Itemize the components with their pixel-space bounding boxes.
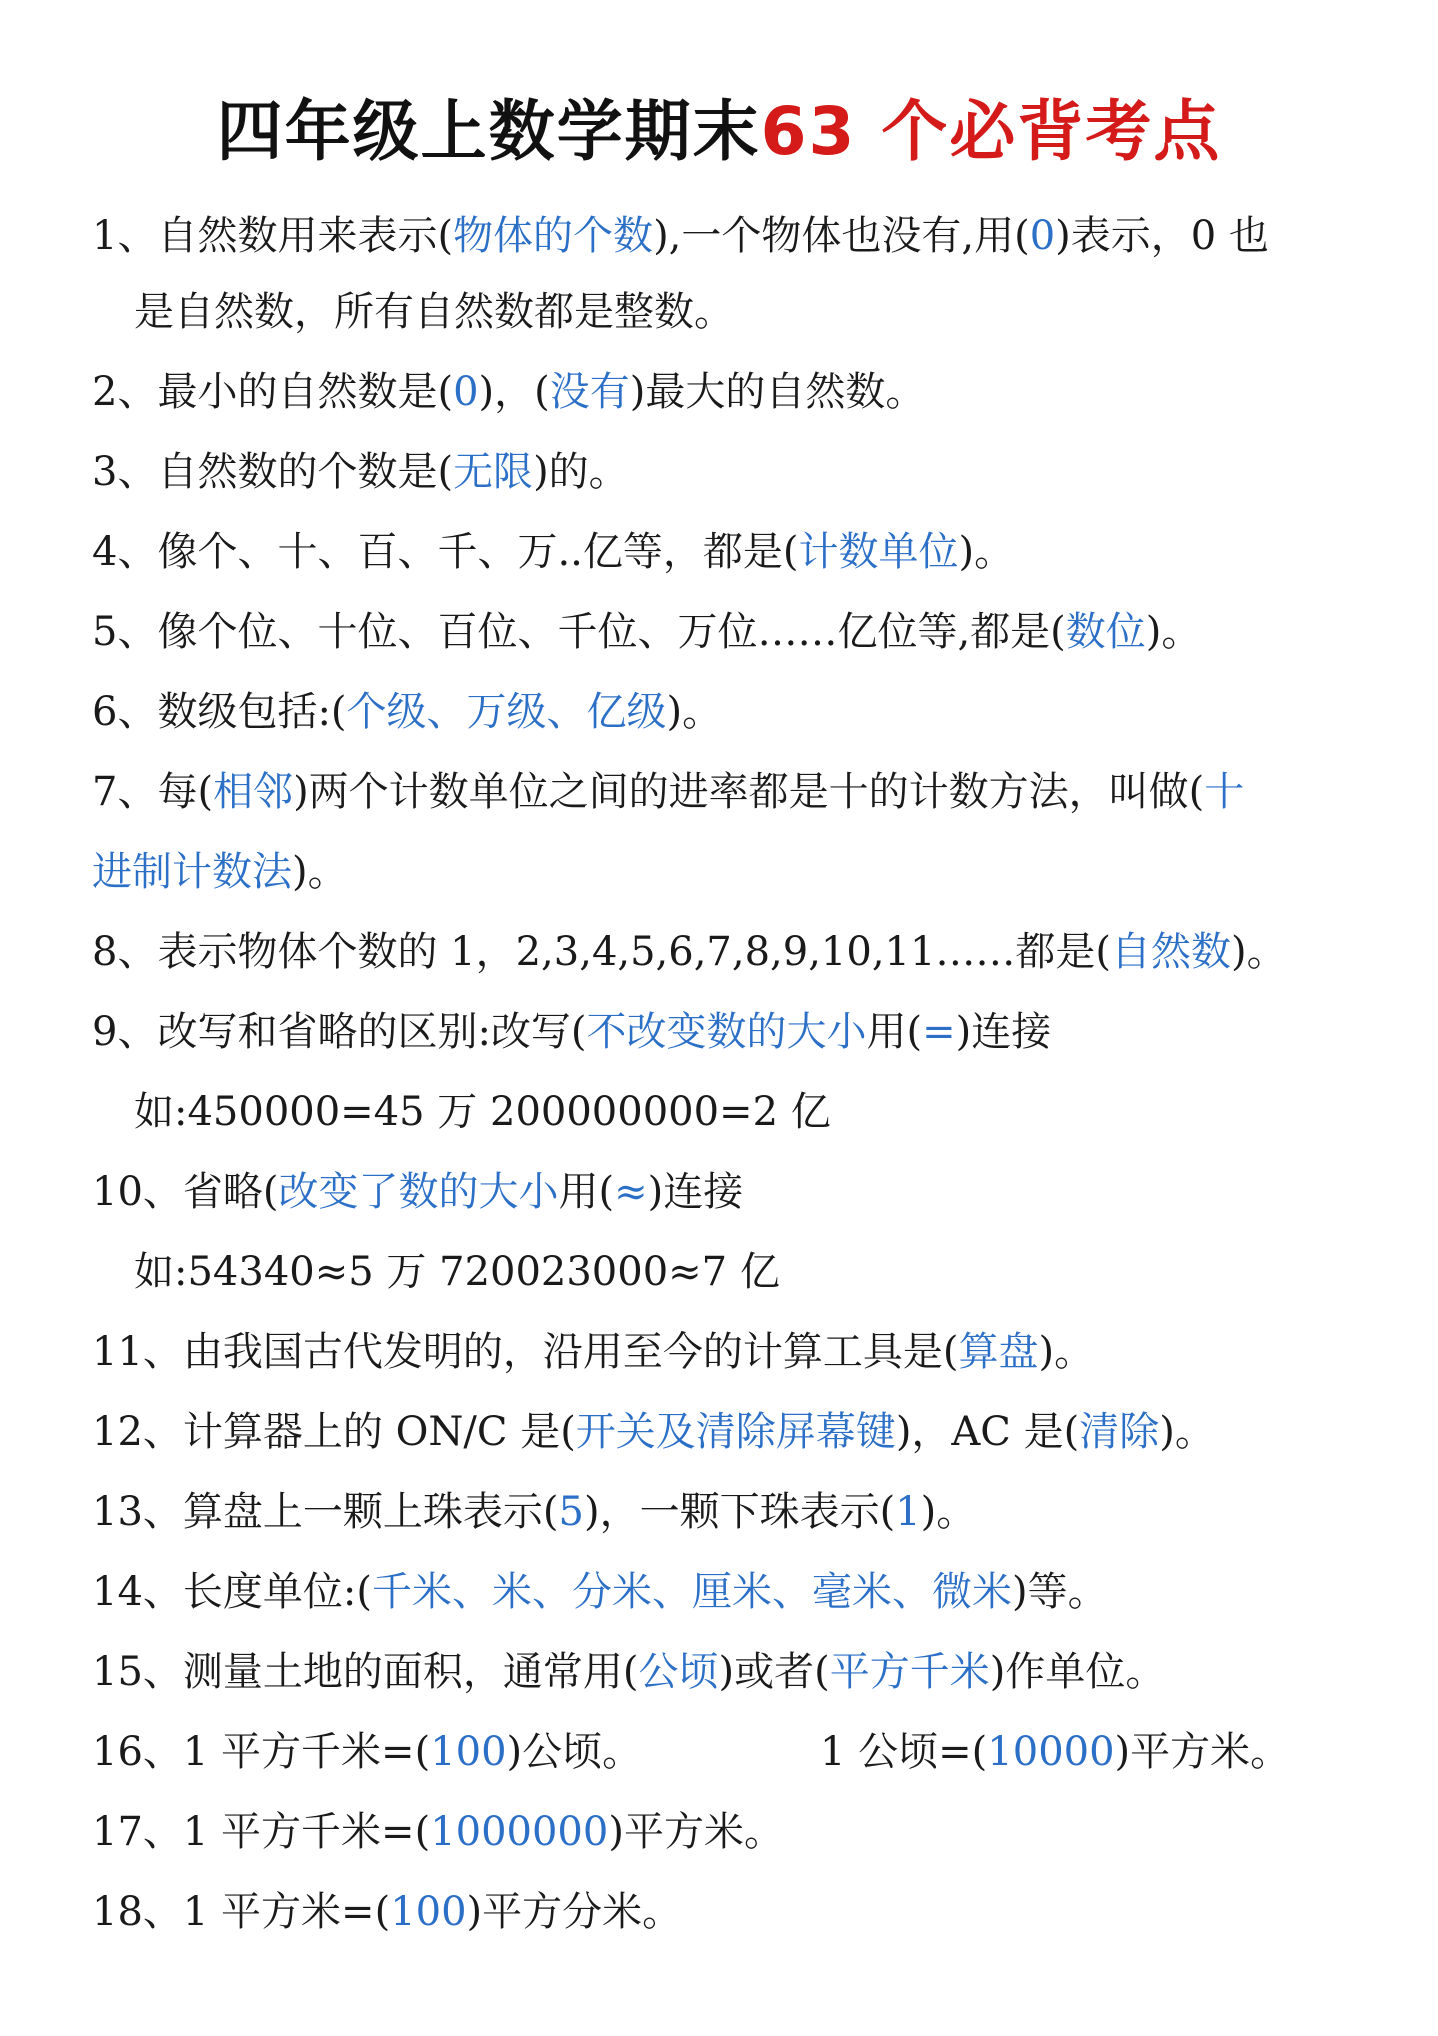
answer-text: 物体的个数 xyxy=(453,213,654,259)
question-text: 如:54340≈5 万 720023000≈7 亿 xyxy=(134,1249,780,1295)
title-part-main: 四年级上数学期末 xyxy=(216,93,761,170)
question-text: 如:450000=45 万 200000000=2 亿 xyxy=(134,1089,831,1135)
answer-text: ≈ xyxy=(614,1169,648,1215)
item-10-line-1 xyxy=(92,1164,743,1220)
item-8-line-1 xyxy=(92,924,1287,980)
question-text: 1、自然数用来表示( xyxy=(92,213,454,259)
item-17-line-1 xyxy=(92,1804,784,1860)
item-12-line-1 xyxy=(92,1404,1215,1460)
question-text: )等。 xyxy=(1011,1569,1108,1615)
title-part-highlight: 63 个必背考点 xyxy=(760,93,1222,170)
answer-text: 不改变数的大小 xyxy=(586,1009,867,1055)
answer-text: 100 xyxy=(390,1889,467,1935)
question-text: 14、长度单位:( xyxy=(92,1569,372,1615)
answer-text: 5 xyxy=(558,1489,584,1535)
item-3-line-1 xyxy=(92,444,629,500)
question-text: )公顷。 xyxy=(506,1729,643,1775)
question-text: )，AC 是( xyxy=(895,1409,1080,1455)
answer-text: 自然数 xyxy=(1111,929,1232,975)
item-7-line-1 xyxy=(92,764,1244,820)
item-2-line-1 xyxy=(92,364,925,420)
answer-text: 进制计数法 xyxy=(92,849,292,895)
answer-text: 平方千米 xyxy=(829,1649,990,1695)
item-16-line-1 xyxy=(92,1724,642,1780)
question-text: )平方分米。 xyxy=(466,1889,683,1935)
answer-text: 10000 xyxy=(987,1729,1115,1775)
question-text: 5、像个位、十位、百位、千位、万位……亿位等,都是( xyxy=(92,609,1066,655)
question-text: )连接 xyxy=(955,1009,1052,1055)
answer-text: 个级、万级、亿级 xyxy=(346,689,667,735)
question-text: 4、像个、十、百、千、万..亿等，都是( xyxy=(92,529,799,575)
item-6-line-1 xyxy=(92,684,722,740)
question-text: ),一个物体也没有,用( xyxy=(653,213,1030,259)
question-text: )。 xyxy=(1038,1329,1095,1375)
question-text: )两个计数单位之间的进率都是十的计数方法，叫做( xyxy=(293,769,1205,815)
answer-text: 数位 xyxy=(1065,609,1146,655)
answer-text: 0 xyxy=(1029,213,1056,259)
question-text: )作单位。 xyxy=(989,1649,1166,1695)
item-1-line-2 xyxy=(134,284,734,340)
question-text: 用( xyxy=(866,1009,923,1055)
answer-text: 公顷 xyxy=(638,1649,719,1695)
question-text: 12、计算器上的 ON/C 是( xyxy=(92,1409,576,1455)
answer-text: 开关及清除屏幕键 xyxy=(575,1409,896,1455)
item-13-line-1 xyxy=(92,1484,976,1540)
question-text: )表示，0 也 xyxy=(1055,213,1269,259)
question-text: )。 xyxy=(666,689,723,735)
answer-text: 计数单位 xyxy=(798,529,959,575)
answer-text: 改变了数的大小 xyxy=(278,1169,559,1215)
question-text: 15、测量土地的面积，通常用( xyxy=(92,1649,639,1695)
item-4-line-1 xyxy=(92,524,1014,580)
question-text: 18、1 平方米=( xyxy=(92,1889,391,1935)
answer-text: = xyxy=(922,1009,956,1055)
answer-text: 1 xyxy=(895,1489,921,1535)
item-16-line-2 xyxy=(820,1724,1290,1780)
question-text: 9、改写和省略的区别:改写( xyxy=(92,1009,587,1055)
item-15-line-1 xyxy=(92,1644,1165,1700)
question-text: )或者( xyxy=(718,1649,830,1695)
question-text: 13、算盘上一颗上珠表示( xyxy=(92,1489,559,1535)
answer-text: 没有 xyxy=(549,369,630,415)
item-18-line-1 xyxy=(92,1884,682,1940)
question-text: )平方米。 xyxy=(608,1809,784,1855)
question-text: 11、由我国古代发明的，沿用至今的计算工具是( xyxy=(92,1329,959,1375)
answer-text: 十 xyxy=(1204,769,1245,815)
question-text: 是自然数，所有自然数都是整数。 xyxy=(134,289,734,335)
page-title xyxy=(0,92,1438,172)
question-text: 17、1 平方千米=( xyxy=(92,1809,431,1855)
item-11-line-1 xyxy=(92,1324,1094,1380)
question-text: 1 公顷=( xyxy=(820,1729,988,1775)
question-text: 3、自然数的个数是( xyxy=(92,449,454,495)
answer-text: 100 xyxy=(430,1729,507,1775)
question-text: 8、表示物体个数的 1，2,3,4,5,6,7,8,9,10,11……都是( xyxy=(92,929,1112,975)
answer-text: 无限 xyxy=(453,449,534,495)
question-text: )。 xyxy=(920,1489,977,1535)
answer-text: 0 xyxy=(453,369,479,415)
question-text: )的。 xyxy=(533,449,629,495)
item-10-line-2 xyxy=(134,1244,780,1300)
question-text: )。 xyxy=(1145,609,1202,655)
question-text: )平方米。 xyxy=(1114,1729,1291,1775)
answer-text: 清除 xyxy=(1079,1409,1160,1455)
question-text: 2、最小的自然数是( xyxy=(92,369,454,415)
question-text: )。 xyxy=(1159,1409,1215,1455)
question-text: )。 xyxy=(958,529,1015,575)
item-1-line-1 xyxy=(92,208,1269,264)
question-text: )，( xyxy=(478,369,550,415)
question-text: )，一颗下珠表示( xyxy=(583,1489,896,1535)
question-text: 7、每( xyxy=(92,769,214,815)
item-7-line-2 xyxy=(92,844,348,900)
question-text: 用( xyxy=(558,1169,615,1215)
answer-text: 千米、米、分米、厘米、毫米、微米 xyxy=(371,1569,1012,1615)
item-14-line-1 xyxy=(92,1564,1108,1620)
item-5-line-1 xyxy=(92,604,1201,660)
question-text: )。 xyxy=(1231,929,1287,975)
answer-text: 算盘 xyxy=(958,1329,1039,1375)
question-text: )连接 xyxy=(647,1169,744,1215)
question-text: 6、数级包括:( xyxy=(92,689,347,735)
question-text: )最大的自然数。 xyxy=(629,369,926,415)
item-9-line-1 xyxy=(92,1004,1051,1060)
question-text: )。 xyxy=(292,849,348,895)
item-9-line-2 xyxy=(134,1084,831,1140)
question-text: 10、省略( xyxy=(92,1169,279,1215)
answer-text: 相邻 xyxy=(213,769,294,815)
question-text: 16、1 平方千米=( xyxy=(92,1729,431,1775)
answer-text: 1000000 xyxy=(430,1809,609,1855)
